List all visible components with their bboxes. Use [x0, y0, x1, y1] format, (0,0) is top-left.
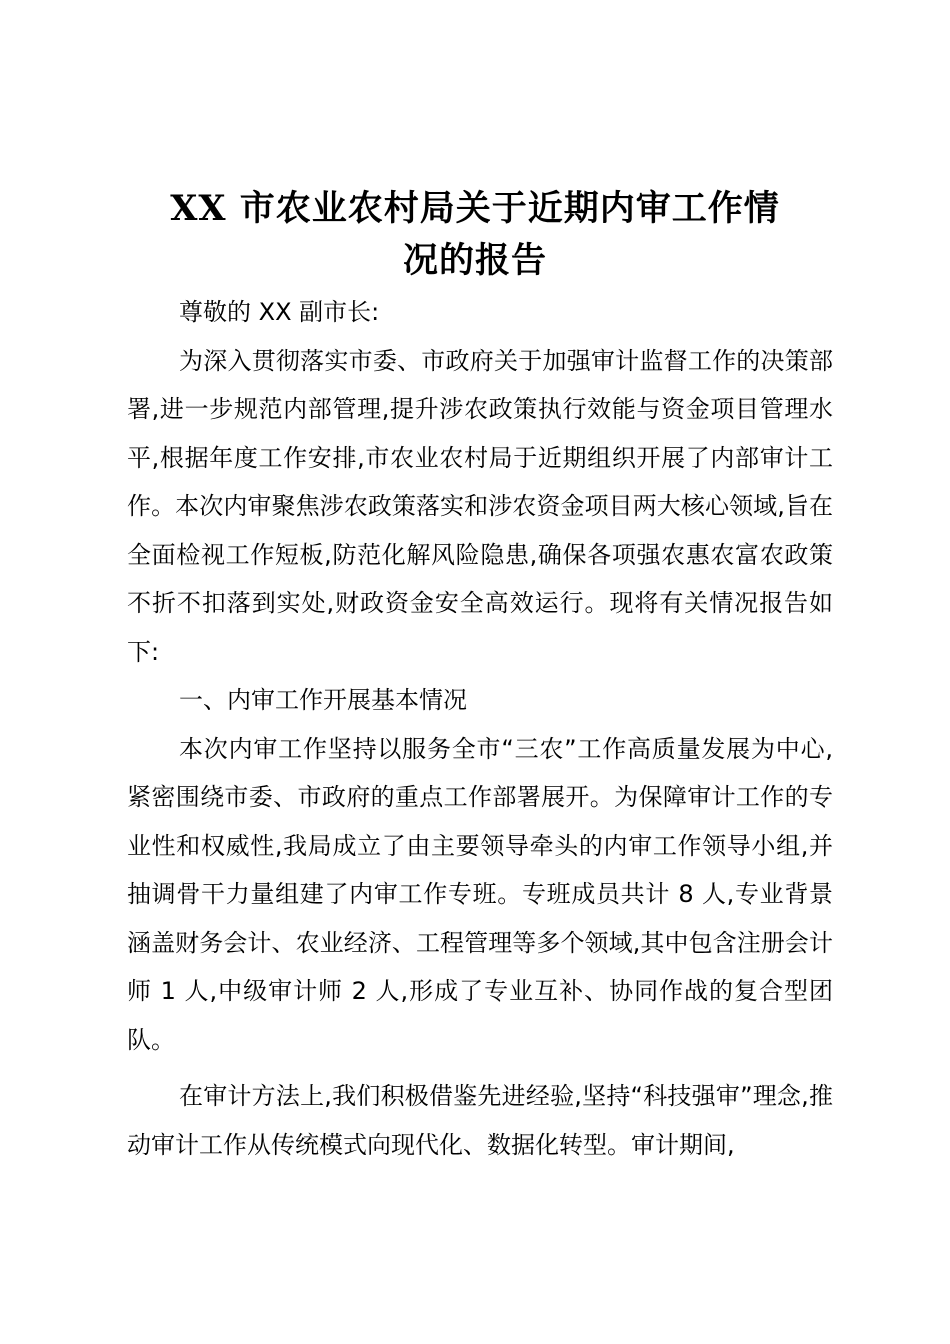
section-1-paragraph-2: 在审计方法上,我们积极借鉴先进经验,坚持“科技强审”理念,推动审计工作从传统模式向现代化、数据化转型。审计期间, [127, 1082, 833, 1159]
document-title-line-1: XX 市农业农村局关于近期内审工作情 [170, 188, 780, 229]
section-heading-1: 一、内审工作开展基本情况 [179, 686, 467, 714]
document-title-line-2: 况的报告 [402, 240, 547, 281]
paragraph-gap [127, 1064, 833, 1072]
section-1-paragraph-1: 本次内审工作坚持以服务全市“三农”工作高质量发展为中心,紧密围绕市委、市政府的重点工作部署展开。为保障审计工作的专业性和权威性,我局成立了由主要领导牵头的内审工作领导小组,并抽调骨干力量组建了内审工作专班。专班成员共计 8 人,专业背景涵盖财务会计、农业经济、工程管理等多个领域,其中包含注册会计师 1 人,中级审计师 2 人,形成了专业互补、协同作战的复合型团队。 [127, 734, 833, 1054]
document-title [110, 183, 840, 287]
intro-paragraph: 为深入贯彻落实市委、市政府关于加强审计监督工作的决策部署,进一步规范内部管理,提升涉农政策执行效能与资金项目管理水平,根据年度工作安排,市农业农村局于近期组织开展了内部审计工作。本次内审聚焦涉农政策落实和涉农资金项目两大核心领域,旨在全面检视工作短板,防范化解风险隐患,确保各项强农惠农富农政策不折不扣落到实处,财政资金安全高效运行。现将有关情况报告如下: [127, 346, 833, 666]
salutation: 尊敬的 XX 副市长: [179, 298, 380, 326]
document-body [127, 288, 833, 1169]
